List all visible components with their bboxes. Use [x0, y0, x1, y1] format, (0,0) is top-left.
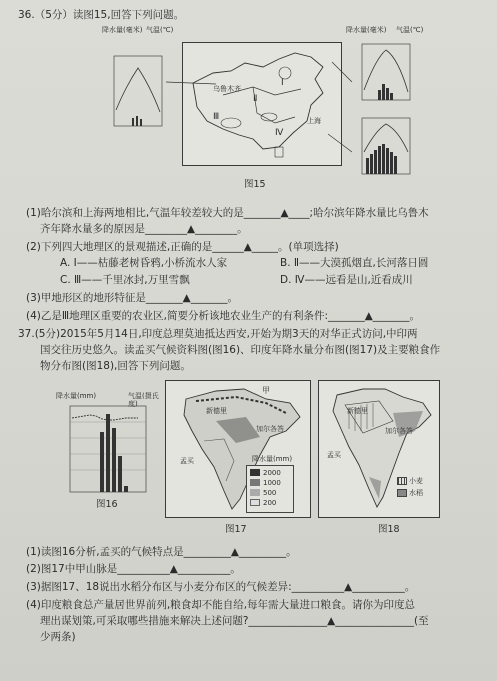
q37-heading-line3: 物分布图(图18),回答下列问题。: [40, 360, 191, 372]
figure-15: [96, 22, 424, 192]
legend-rice: 水稻: [409, 489, 423, 497]
q37-4-line2: 理出谋划策,可采取哪些措施来解决上述问题?_______________▲_______________(至: [40, 615, 429, 627]
q36-2-optA: A. Ⅰ——枯藤老树昏鸦,小桥流水人家: [60, 257, 228, 269]
legend-wheat-swatch: [397, 477, 407, 485]
fig18-caption: 图18: [378, 524, 400, 535]
fig17-label-kolkata: 加尔各答: [256, 425, 284, 433]
climate-chart-right-top: [352, 38, 418, 108]
fig16-caption: 图16: [96, 499, 118, 510]
q36-heading: 36.（5分）读图15,回答下列问题。: [18, 9, 185, 21]
right-chart-title-precip: 降水量(毫米): [346, 26, 387, 34]
fig16-axis-left: 降水量(mm): [56, 392, 97, 400]
fig17-caption: 图17: [225, 524, 247, 535]
q36-1-line2: 齐年降水量多的原因是________▲________。: [40, 223, 248, 235]
legend-swatch-500: [250, 489, 260, 496]
figure-16: [56, 392, 166, 512]
legend-500: 500: [263, 489, 277, 497]
label-region-1: Ⅰ: [281, 78, 284, 88]
q37-1: (1)读图16分析,孟买的气候特点是_________▲_________。: [26, 546, 297, 558]
q37-4-line1: (4)印度粮食总产量居世界前列,粮食却不能自给,每年需大量进口粮食。请你为印度总: [26, 599, 416, 611]
fig18-label-delhi: 新德里: [347, 407, 368, 415]
q36-1-line1: (1)哈尔滨和上海两地相比,气温年较差较大的是_______▲____;哈尔滨年降水量比乌鲁木: [26, 207, 429, 219]
q36-3: (3)甲地形区的地形特征是_______▲_______。: [26, 292, 238, 304]
q37-3: (3)据图17、18说出水稻分布区与小麦分布区的气候差异:__________▲__________。: [26, 581, 416, 593]
fig16-axis-right: 气温(摄氏度): [128, 392, 159, 408]
legend-swatch-1000: [250, 479, 260, 486]
right-chart-title-temp: 气温(℃): [396, 26, 424, 34]
legend-200: 200: [263, 499, 277, 507]
q36-2-optB: B. Ⅱ——大漠孤烟直,长河落日圆: [280, 257, 429, 269]
legend-swatch-200: [250, 499, 260, 506]
fig17-label-jia: 甲: [262, 386, 270, 395]
legend-wheat: 小麦: [409, 477, 423, 485]
label-region-3: Ⅲ: [213, 112, 220, 122]
q37-2: (2)图17中甲山脉是__________▲__________。: [26, 563, 241, 575]
fig17-label-delhi: 新德里: [206, 407, 227, 415]
q37-heading-line2: 国交往历史悠久。读孟买气候资料图(图16)、印度年降水量分布图(图17)及主要粮食作: [40, 344, 441, 356]
q36-4: (4)乙是Ⅲ地理区重要的农业区,简要分析该地农业生产的有利条件:_______▲_______。: [26, 310, 421, 322]
legend-1000: 1000: [263, 479, 281, 487]
figure-18-map: [318, 380, 440, 518]
fig18-label-mumbai: 孟买: [327, 451, 341, 459]
label-region-4: Ⅳ: [275, 128, 284, 138]
fig15-caption: 图15: [244, 179, 266, 190]
legend-rice-swatch: [397, 489, 407, 497]
climate-chart-right-bottom: [352, 112, 418, 182]
legend-swatch-2000: [250, 469, 260, 476]
legend-2000: 2000: [263, 469, 281, 477]
q36-2-optC: C. Ⅲ——千里冰封,万里雪飘: [60, 274, 190, 286]
fig17-label-mumbai: 孟买: [180, 457, 194, 465]
q37-4-line3: 少两条): [40, 631, 76, 643]
q36-2-line1: (2)下列四大地理区的景观描述,正确的是______▲_____。(单项选择): [26, 241, 339, 253]
left-chart-title-precip: 降水量(毫米): [102, 26, 143, 34]
fig17-legend-title: 降水量(mm): [252, 455, 293, 463]
label-urumqi: 乌鲁木齐: [213, 85, 241, 93]
q36-2-optD: D. Ⅳ——远看是山,近看成川: [280, 274, 413, 286]
figure-17-map: [165, 380, 311, 518]
fig17-legend: [246, 465, 294, 513]
q37-heading-line1: 37.(5分)2015年5月14日,印度总理莫迪抵达西安,开始为期3天的对华正式访问,中印两: [18, 328, 418, 340]
left-chart-title-temp: 气温(℃): [146, 26, 174, 34]
label-region-2: Ⅱ: [253, 94, 258, 104]
fig18-label-kolkata: 加尔各答: [385, 427, 413, 435]
label-shanghai: 上海: [307, 117, 321, 125]
